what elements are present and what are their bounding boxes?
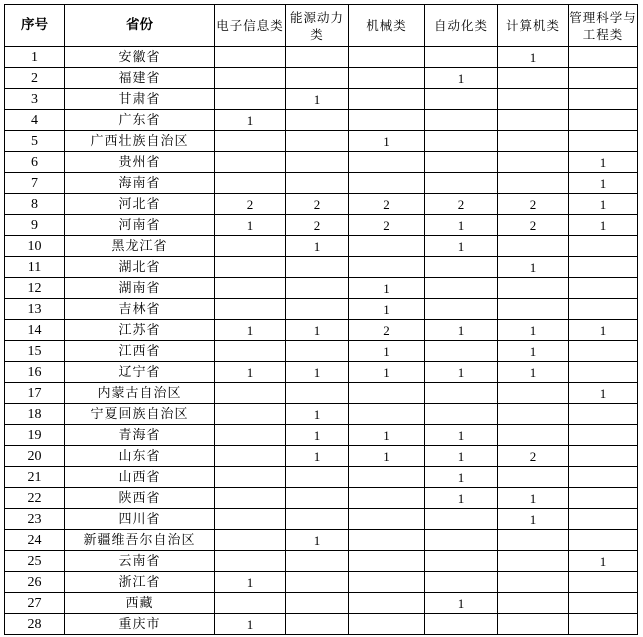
province-cell: 河北省 <box>65 194 215 215</box>
automation-cell <box>425 551 498 572</box>
energy-power-cell <box>286 299 349 320</box>
computer-cell: 1 <box>498 341 569 362</box>
table-row <box>5 467 638 488</box>
table-row <box>5 299 638 320</box>
province-cell: 西藏 <box>65 593 215 614</box>
electronic-info-cell <box>215 404 286 425</box>
automation-cell: 1 <box>425 215 498 236</box>
management-science-cell: 1 <box>569 152 638 173</box>
table-row <box>5 341 638 362</box>
automation-cell <box>425 110 498 131</box>
energy-power-cell <box>286 551 349 572</box>
mechanical-cell <box>349 530 425 551</box>
table-body <box>5 47 638 635</box>
row-index-cell: 20 <box>5 446 65 467</box>
mechanical-cell <box>349 68 425 89</box>
computer-cell: 2 <box>498 194 569 215</box>
header-energy-power: 能源动力类 <box>286 5 349 47</box>
mechanical-cell: 1 <box>349 299 425 320</box>
province-cell: 陕西省 <box>65 488 215 509</box>
management-science-cell: 1 <box>569 383 638 404</box>
table-row <box>5 572 638 593</box>
electronic-info-cell <box>215 341 286 362</box>
energy-power-cell <box>286 572 349 593</box>
management-science-cell <box>569 131 638 152</box>
management-science-cell <box>569 110 638 131</box>
header-province: 省份 <box>65 5 215 47</box>
mechanical-cell <box>349 593 425 614</box>
automation-cell <box>425 131 498 152</box>
computer-cell: 1 <box>498 320 569 341</box>
row-index-cell: 19 <box>5 425 65 446</box>
row-index-cell: 10 <box>5 236 65 257</box>
province-cell: 江西省 <box>65 341 215 362</box>
table-row <box>5 404 638 425</box>
automation-cell <box>425 614 498 635</box>
table-row <box>5 614 638 635</box>
province-cell: 广东省 <box>65 110 215 131</box>
row-index-cell: 27 <box>5 593 65 614</box>
province-cell: 福建省 <box>65 68 215 89</box>
computer-cell <box>498 404 569 425</box>
computer-cell <box>498 236 569 257</box>
mechanical-cell <box>349 488 425 509</box>
energy-power-cell <box>286 383 349 404</box>
province-cell: 青海省 <box>65 425 215 446</box>
electronic-info-cell <box>215 509 286 530</box>
automation-cell <box>425 572 498 593</box>
row-index-cell: 18 <box>5 404 65 425</box>
computer-cell: 1 <box>498 257 569 278</box>
management-science-cell <box>569 299 638 320</box>
automation-cell <box>425 173 498 194</box>
energy-power-cell: 1 <box>286 89 349 110</box>
automation-cell <box>425 299 498 320</box>
table-row <box>5 236 638 257</box>
table-row <box>5 488 638 509</box>
management-science-cell <box>569 236 638 257</box>
electronic-info-cell <box>215 47 286 68</box>
computer-cell <box>498 152 569 173</box>
table-row <box>5 446 638 467</box>
mechanical-cell: 2 <box>349 215 425 236</box>
row-index-cell: 5 <box>5 131 65 152</box>
header-row <box>5 5 638 47</box>
mechanical-cell <box>349 173 425 194</box>
computer-cell <box>498 89 569 110</box>
automation-cell: 1 <box>425 446 498 467</box>
electronic-info-cell <box>215 530 286 551</box>
mechanical-cell <box>349 404 425 425</box>
province-cell: 四川省 <box>65 509 215 530</box>
header-electronic-info: 电子信息类 <box>215 5 286 47</box>
automation-cell: 1 <box>425 68 498 89</box>
automation-cell <box>425 89 498 110</box>
row-index-cell: 7 <box>5 173 65 194</box>
mechanical-cell <box>349 110 425 131</box>
automation-cell <box>425 383 498 404</box>
computer-cell <box>498 131 569 152</box>
computer-cell <box>498 530 569 551</box>
computer-cell <box>498 425 569 446</box>
energy-power-cell: 1 <box>286 530 349 551</box>
mechanical-cell: 1 <box>349 362 425 383</box>
automation-cell <box>425 47 498 68</box>
automation-cell <box>425 404 498 425</box>
province-cell: 浙江省 <box>65 572 215 593</box>
electronic-info-cell: 1 <box>215 110 286 131</box>
energy-power-cell <box>286 173 349 194</box>
electronic-info-cell <box>215 257 286 278</box>
table-row <box>5 47 638 68</box>
automation-cell <box>425 341 498 362</box>
header-mechanical: 机械类 <box>349 5 425 47</box>
management-science-cell <box>569 614 638 635</box>
province-cell: 广西壮族自治区 <box>65 131 215 152</box>
row-index-cell: 6 <box>5 152 65 173</box>
row-index-cell: 3 <box>5 89 65 110</box>
province-cell: 湖南省 <box>65 278 215 299</box>
automation-cell: 1 <box>425 362 498 383</box>
computer-cell <box>498 551 569 572</box>
mechanical-cell <box>349 614 425 635</box>
automation-cell: 2 <box>425 194 498 215</box>
management-science-cell: 1 <box>569 173 638 194</box>
table-row <box>5 173 638 194</box>
row-index-cell: 13 <box>5 299 65 320</box>
electronic-info-cell <box>215 446 286 467</box>
electronic-info-cell <box>215 236 286 257</box>
management-science-cell <box>569 68 638 89</box>
electronic-info-cell <box>215 425 286 446</box>
energy-power-cell <box>286 278 349 299</box>
header-computer: 计算机类 <box>498 5 569 47</box>
table-row <box>5 110 638 131</box>
row-index-cell: 11 <box>5 257 65 278</box>
management-science-cell <box>569 593 638 614</box>
electronic-info-cell <box>215 593 286 614</box>
mechanical-cell: 2 <box>349 320 425 341</box>
electronic-info-cell <box>215 278 286 299</box>
table-row <box>5 551 638 572</box>
table-row <box>5 320 638 341</box>
computer-cell <box>498 614 569 635</box>
table-row <box>5 257 638 278</box>
management-science-cell <box>569 89 638 110</box>
computer-cell <box>498 110 569 131</box>
energy-power-cell <box>286 257 349 278</box>
province-cell: 甘肃省 <box>65 89 215 110</box>
province-cell: 宁夏回族自治区 <box>65 404 215 425</box>
computer-cell: 2 <box>498 215 569 236</box>
row-index-cell: 25 <box>5 551 65 572</box>
management-science-cell: 1 <box>569 194 638 215</box>
energy-power-cell <box>286 593 349 614</box>
province-quota-table <box>4 4 638 635</box>
automation-cell <box>425 509 498 530</box>
electronic-info-cell: 1 <box>215 362 286 383</box>
automation-cell: 1 <box>425 593 498 614</box>
electronic-info-cell <box>215 152 286 173</box>
mechanical-cell <box>349 551 425 572</box>
table-row <box>5 509 638 530</box>
province-cell: 辽宁省 <box>65 362 215 383</box>
management-science-cell <box>569 530 638 551</box>
row-index-cell: 12 <box>5 278 65 299</box>
province-cell: 黑龙江省 <box>65 236 215 257</box>
row-index-cell: 8 <box>5 194 65 215</box>
computer-cell: 1 <box>498 509 569 530</box>
energy-power-cell <box>286 341 349 362</box>
computer-cell <box>498 593 569 614</box>
table-row <box>5 194 638 215</box>
mechanical-cell <box>349 572 425 593</box>
energy-power-cell: 1 <box>286 446 349 467</box>
electronic-info-cell <box>215 467 286 488</box>
electronic-info-cell: 2 <box>215 194 286 215</box>
computer-cell <box>498 572 569 593</box>
row-index-cell: 21 <box>5 467 65 488</box>
management-science-cell <box>569 488 638 509</box>
management-science-cell <box>569 257 638 278</box>
electronic-info-cell <box>215 173 286 194</box>
table-row <box>5 278 638 299</box>
energy-power-cell: 2 <box>286 194 349 215</box>
energy-power-cell <box>286 509 349 530</box>
mechanical-cell: 1 <box>349 425 425 446</box>
row-index-cell: 2 <box>5 68 65 89</box>
mechanical-cell: 1 <box>349 131 425 152</box>
energy-power-cell: 1 <box>286 362 349 383</box>
automation-cell <box>425 257 498 278</box>
management-science-cell <box>569 341 638 362</box>
table-row <box>5 215 638 236</box>
row-index-cell: 14 <box>5 320 65 341</box>
automation-cell <box>425 278 498 299</box>
automation-cell: 1 <box>425 425 498 446</box>
table-row <box>5 152 638 173</box>
energy-power-cell <box>286 467 349 488</box>
electronic-info-cell <box>215 383 286 404</box>
row-index-cell: 1 <box>5 47 65 68</box>
management-science-cell <box>569 467 638 488</box>
management-science-cell <box>569 509 638 530</box>
mechanical-cell <box>349 47 425 68</box>
automation-cell: 1 <box>425 320 498 341</box>
computer-cell <box>498 173 569 194</box>
electronic-info-cell: 1 <box>215 614 286 635</box>
electronic-info-cell <box>215 488 286 509</box>
province-cell: 安徽省 <box>65 47 215 68</box>
table-row <box>5 131 638 152</box>
province-cell: 重庆市 <box>65 614 215 635</box>
row-index-cell: 15 <box>5 341 65 362</box>
energy-power-cell <box>286 614 349 635</box>
electronic-info-cell: 1 <box>215 320 286 341</box>
table-row <box>5 362 638 383</box>
automation-cell <box>425 530 498 551</box>
table-row <box>5 68 638 89</box>
electronic-info-cell: 1 <box>215 215 286 236</box>
table-row <box>5 383 638 404</box>
energy-power-cell <box>286 68 349 89</box>
row-index-cell: 26 <box>5 572 65 593</box>
mechanical-cell <box>349 236 425 257</box>
header-management-science: 管理科学与工程类 <box>569 5 638 47</box>
management-science-cell: 1 <box>569 215 638 236</box>
row-index-cell: 24 <box>5 530 65 551</box>
mechanical-cell: 1 <box>349 341 425 362</box>
management-science-cell <box>569 572 638 593</box>
province-cell: 河南省 <box>65 215 215 236</box>
province-cell: 山东省 <box>65 446 215 467</box>
mechanical-cell: 1 <box>349 446 425 467</box>
mechanical-cell <box>349 257 425 278</box>
province-cell: 江苏省 <box>65 320 215 341</box>
province-cell: 贵州省 <box>65 152 215 173</box>
row-index-cell: 4 <box>5 110 65 131</box>
province-cell: 海南省 <box>65 173 215 194</box>
mechanical-cell <box>349 89 425 110</box>
electronic-info-cell <box>215 89 286 110</box>
automation-cell: 1 <box>425 236 498 257</box>
province-cell: 云南省 <box>65 551 215 572</box>
computer-cell: 1 <box>498 488 569 509</box>
energy-power-cell: 1 <box>286 320 349 341</box>
row-index-cell: 9 <box>5 215 65 236</box>
energy-power-cell: 1 <box>286 425 349 446</box>
table-row <box>5 593 638 614</box>
province-cell: 湖北省 <box>65 257 215 278</box>
management-science-cell <box>569 47 638 68</box>
energy-power-cell: 2 <box>286 215 349 236</box>
table-row <box>5 530 638 551</box>
management-science-cell: 1 <box>569 320 638 341</box>
computer-cell <box>498 383 569 404</box>
management-science-cell <box>569 404 638 425</box>
management-science-cell <box>569 425 638 446</box>
electronic-info-cell <box>215 68 286 89</box>
row-index-cell: 17 <box>5 383 65 404</box>
province-quota-table-container <box>4 4 638 635</box>
mechanical-cell <box>349 467 425 488</box>
energy-power-cell: 1 <box>286 236 349 257</box>
row-index-cell: 28 <box>5 614 65 635</box>
energy-power-cell <box>286 488 349 509</box>
energy-power-cell <box>286 131 349 152</box>
table-row <box>5 89 638 110</box>
energy-power-cell <box>286 47 349 68</box>
row-index-cell: 16 <box>5 362 65 383</box>
energy-power-cell <box>286 152 349 173</box>
electronic-info-cell <box>215 551 286 572</box>
management-science-cell <box>569 362 638 383</box>
management-science-cell <box>569 446 638 467</box>
electronic-info-cell: 1 <box>215 572 286 593</box>
automation-cell: 1 <box>425 488 498 509</box>
province-cell: 吉林省 <box>65 299 215 320</box>
computer-cell <box>498 299 569 320</box>
electronic-info-cell <box>215 299 286 320</box>
management-science-cell: 1 <box>569 551 638 572</box>
energy-power-cell: 1 <box>286 404 349 425</box>
automation-cell <box>425 152 498 173</box>
province-cell: 新疆维吾尔自治区 <box>65 530 215 551</box>
computer-cell: 2 <box>498 446 569 467</box>
computer-cell: 1 <box>498 362 569 383</box>
computer-cell <box>498 68 569 89</box>
header-automation: 自动化类 <box>425 5 498 47</box>
mechanical-cell <box>349 383 425 404</box>
electronic-info-cell <box>215 131 286 152</box>
row-index-cell: 22 <box>5 488 65 509</box>
mechanical-cell: 2 <box>349 194 425 215</box>
computer-cell <box>498 467 569 488</box>
energy-power-cell <box>286 110 349 131</box>
province-cell: 内蒙古自治区 <box>65 383 215 404</box>
automation-cell: 1 <box>425 467 498 488</box>
computer-cell <box>498 278 569 299</box>
computer-cell: 1 <box>498 47 569 68</box>
management-science-cell <box>569 278 638 299</box>
province-cell: 山西省 <box>65 467 215 488</box>
row-index-cell: 23 <box>5 509 65 530</box>
mechanical-cell <box>349 509 425 530</box>
header-index: 序号 <box>5 5 65 47</box>
mechanical-cell <box>349 152 425 173</box>
table-row <box>5 425 638 446</box>
mechanical-cell: 1 <box>349 278 425 299</box>
